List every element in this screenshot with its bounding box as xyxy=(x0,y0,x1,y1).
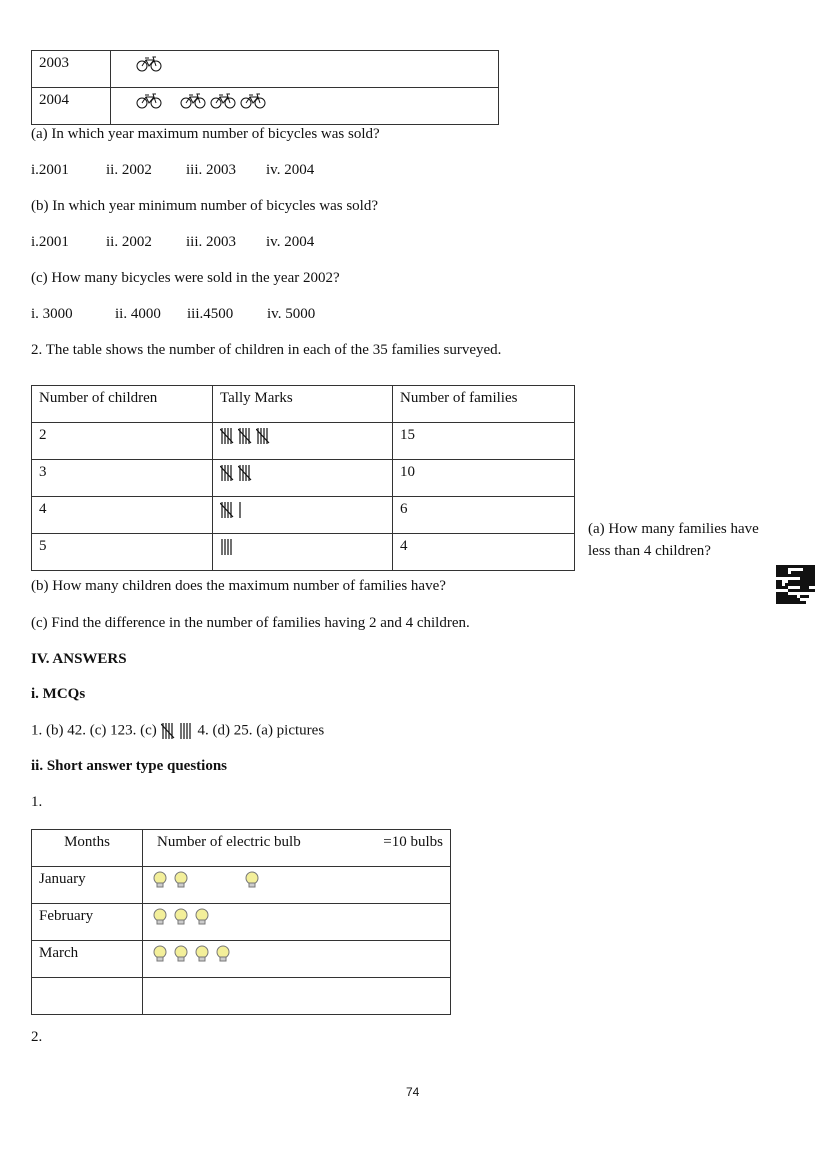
tally-cell xyxy=(213,497,393,534)
key-label: =10 bulbs xyxy=(383,834,443,850)
tally-marks-icon xyxy=(161,722,198,738)
options-b xyxy=(31,234,314,251)
year-cell: 2004 xyxy=(32,88,111,125)
tally-group-icon xyxy=(220,464,234,482)
children-cell: 4 xyxy=(32,497,213,534)
bulbs-cell xyxy=(143,941,451,978)
option: iv. 2004 xyxy=(266,162,315,178)
light-bulb-icon xyxy=(172,871,191,889)
bulbs-cell xyxy=(143,867,451,904)
tally-cell xyxy=(213,460,393,497)
side-question-line1: (a) How many families have xyxy=(588,521,759,537)
mcq-answers xyxy=(31,722,324,740)
table-row xyxy=(32,941,451,978)
side-question-line2: less than 4 children? xyxy=(588,543,711,559)
light-bulb-icon xyxy=(243,871,262,889)
families-cell: 6 xyxy=(393,497,575,534)
table-row xyxy=(32,978,451,1015)
year-cell: 2003 xyxy=(32,51,111,88)
question-a: (a) In which year maximum number of bicycles was sold? xyxy=(31,126,380,142)
families-cell: 4 xyxy=(393,534,575,571)
light-bulb-icon xyxy=(193,908,212,926)
children-cell: 2 xyxy=(32,423,213,460)
option: iii.4500 xyxy=(187,306,234,322)
tally-group-icon xyxy=(220,427,234,445)
tally-group-icon xyxy=(220,501,234,519)
month-cell: March xyxy=(32,941,143,978)
light-bulb-icon xyxy=(151,945,170,963)
children-cell: 3 xyxy=(32,460,213,497)
tally-cell xyxy=(213,534,393,571)
bicycle-icon xyxy=(136,56,162,72)
mcq-answers-pre: 1. (b) 42. (c) 123. (c) xyxy=(31,722,157,739)
item-1-label: 1. xyxy=(31,794,43,810)
option: ii. 4000 xyxy=(115,306,161,322)
option: i. 3000 xyxy=(31,306,73,322)
light-bulb-icon xyxy=(172,945,191,963)
table-row xyxy=(32,51,499,88)
light-bulb-icon xyxy=(151,871,170,889)
month-cell xyxy=(32,978,143,1015)
tally-single-icon xyxy=(179,722,194,740)
bulbs-cell xyxy=(143,978,451,1015)
table-row xyxy=(32,88,499,125)
light-bulb-icon xyxy=(151,908,170,926)
option: iv. 2004 xyxy=(266,234,315,250)
tally-single-icon xyxy=(220,538,235,556)
options-c xyxy=(31,306,315,323)
bicycle-icon xyxy=(180,93,206,109)
table-row xyxy=(32,497,575,534)
option: iii. 2003 xyxy=(186,162,237,178)
page-number: 74 xyxy=(406,1085,420,1099)
header-number-label: Number of electric bulb xyxy=(157,834,301,850)
header-tally: Tally Marks xyxy=(213,386,393,423)
tally-group-icon xyxy=(256,427,270,445)
answers-heading: IV. ANSWERS xyxy=(31,651,127,667)
header-families: Number of families xyxy=(393,386,575,423)
option: iii. 2003 xyxy=(186,234,237,250)
light-bulb-icon xyxy=(214,945,233,963)
question-2b: (b) How many children does the maximum number of families have? xyxy=(31,578,446,594)
table-row xyxy=(32,904,451,941)
table-header-row xyxy=(32,386,575,423)
option: i.2001 xyxy=(31,162,69,178)
families-cell: 15 xyxy=(393,423,575,460)
header-children: Number of children xyxy=(32,386,213,423)
tally-group-icon xyxy=(161,722,175,740)
options-a xyxy=(31,162,314,179)
mcq-answers-post: 4. (d) 25. (a) pictures xyxy=(197,722,325,739)
families-cell: 10 xyxy=(393,460,575,497)
table-row xyxy=(32,460,575,497)
question-c: (c) How many bicycles were sold in the year 2002? xyxy=(31,270,340,286)
question-2-intro: 2. The table shows the number of children in each of the 35 families surveyed. xyxy=(31,342,502,358)
bicycle-icon xyxy=(240,93,266,109)
bulb-table xyxy=(31,829,451,1015)
table-row xyxy=(32,867,451,904)
tally-single-icon xyxy=(238,501,244,519)
bicycle-cell xyxy=(111,88,499,125)
light-bulb-icon xyxy=(193,945,212,963)
item-2-label: 2. xyxy=(31,1029,43,1045)
tally-table xyxy=(31,385,575,571)
bulbs-cell xyxy=(143,904,451,941)
question-2c: (c) Find the difference in the number of families having 2 and 4 children. xyxy=(31,615,470,631)
header-number xyxy=(143,830,451,867)
bicycle-icon xyxy=(210,93,236,109)
question-b: (b) In which year minimum number of bicycles was sold? xyxy=(31,198,378,214)
children-cell: 5 xyxy=(32,534,213,571)
tally-group-icon xyxy=(238,464,252,482)
short-answer-heading: ii. Short answer type questions xyxy=(31,758,227,774)
qr-code-icon xyxy=(776,565,815,604)
header-months: Months xyxy=(32,830,143,867)
mcq-heading: i. MCQs xyxy=(31,686,86,702)
month-cell: February xyxy=(32,904,143,941)
option: iv. 5000 xyxy=(267,306,316,322)
option: ii. 2002 xyxy=(106,162,152,178)
bicycle-icon xyxy=(136,93,162,109)
month-cell: January xyxy=(32,867,143,904)
option: i.2001 xyxy=(31,234,69,250)
table-header-row xyxy=(32,830,451,867)
bicycle-cell xyxy=(111,51,499,88)
option: ii. 2002 xyxy=(106,234,152,250)
light-bulb-icon xyxy=(172,908,191,926)
tally-cell xyxy=(213,423,393,460)
tally-group-icon xyxy=(238,427,252,445)
table-row xyxy=(32,534,575,571)
table-row xyxy=(32,423,575,460)
bicycle-table xyxy=(31,50,499,125)
